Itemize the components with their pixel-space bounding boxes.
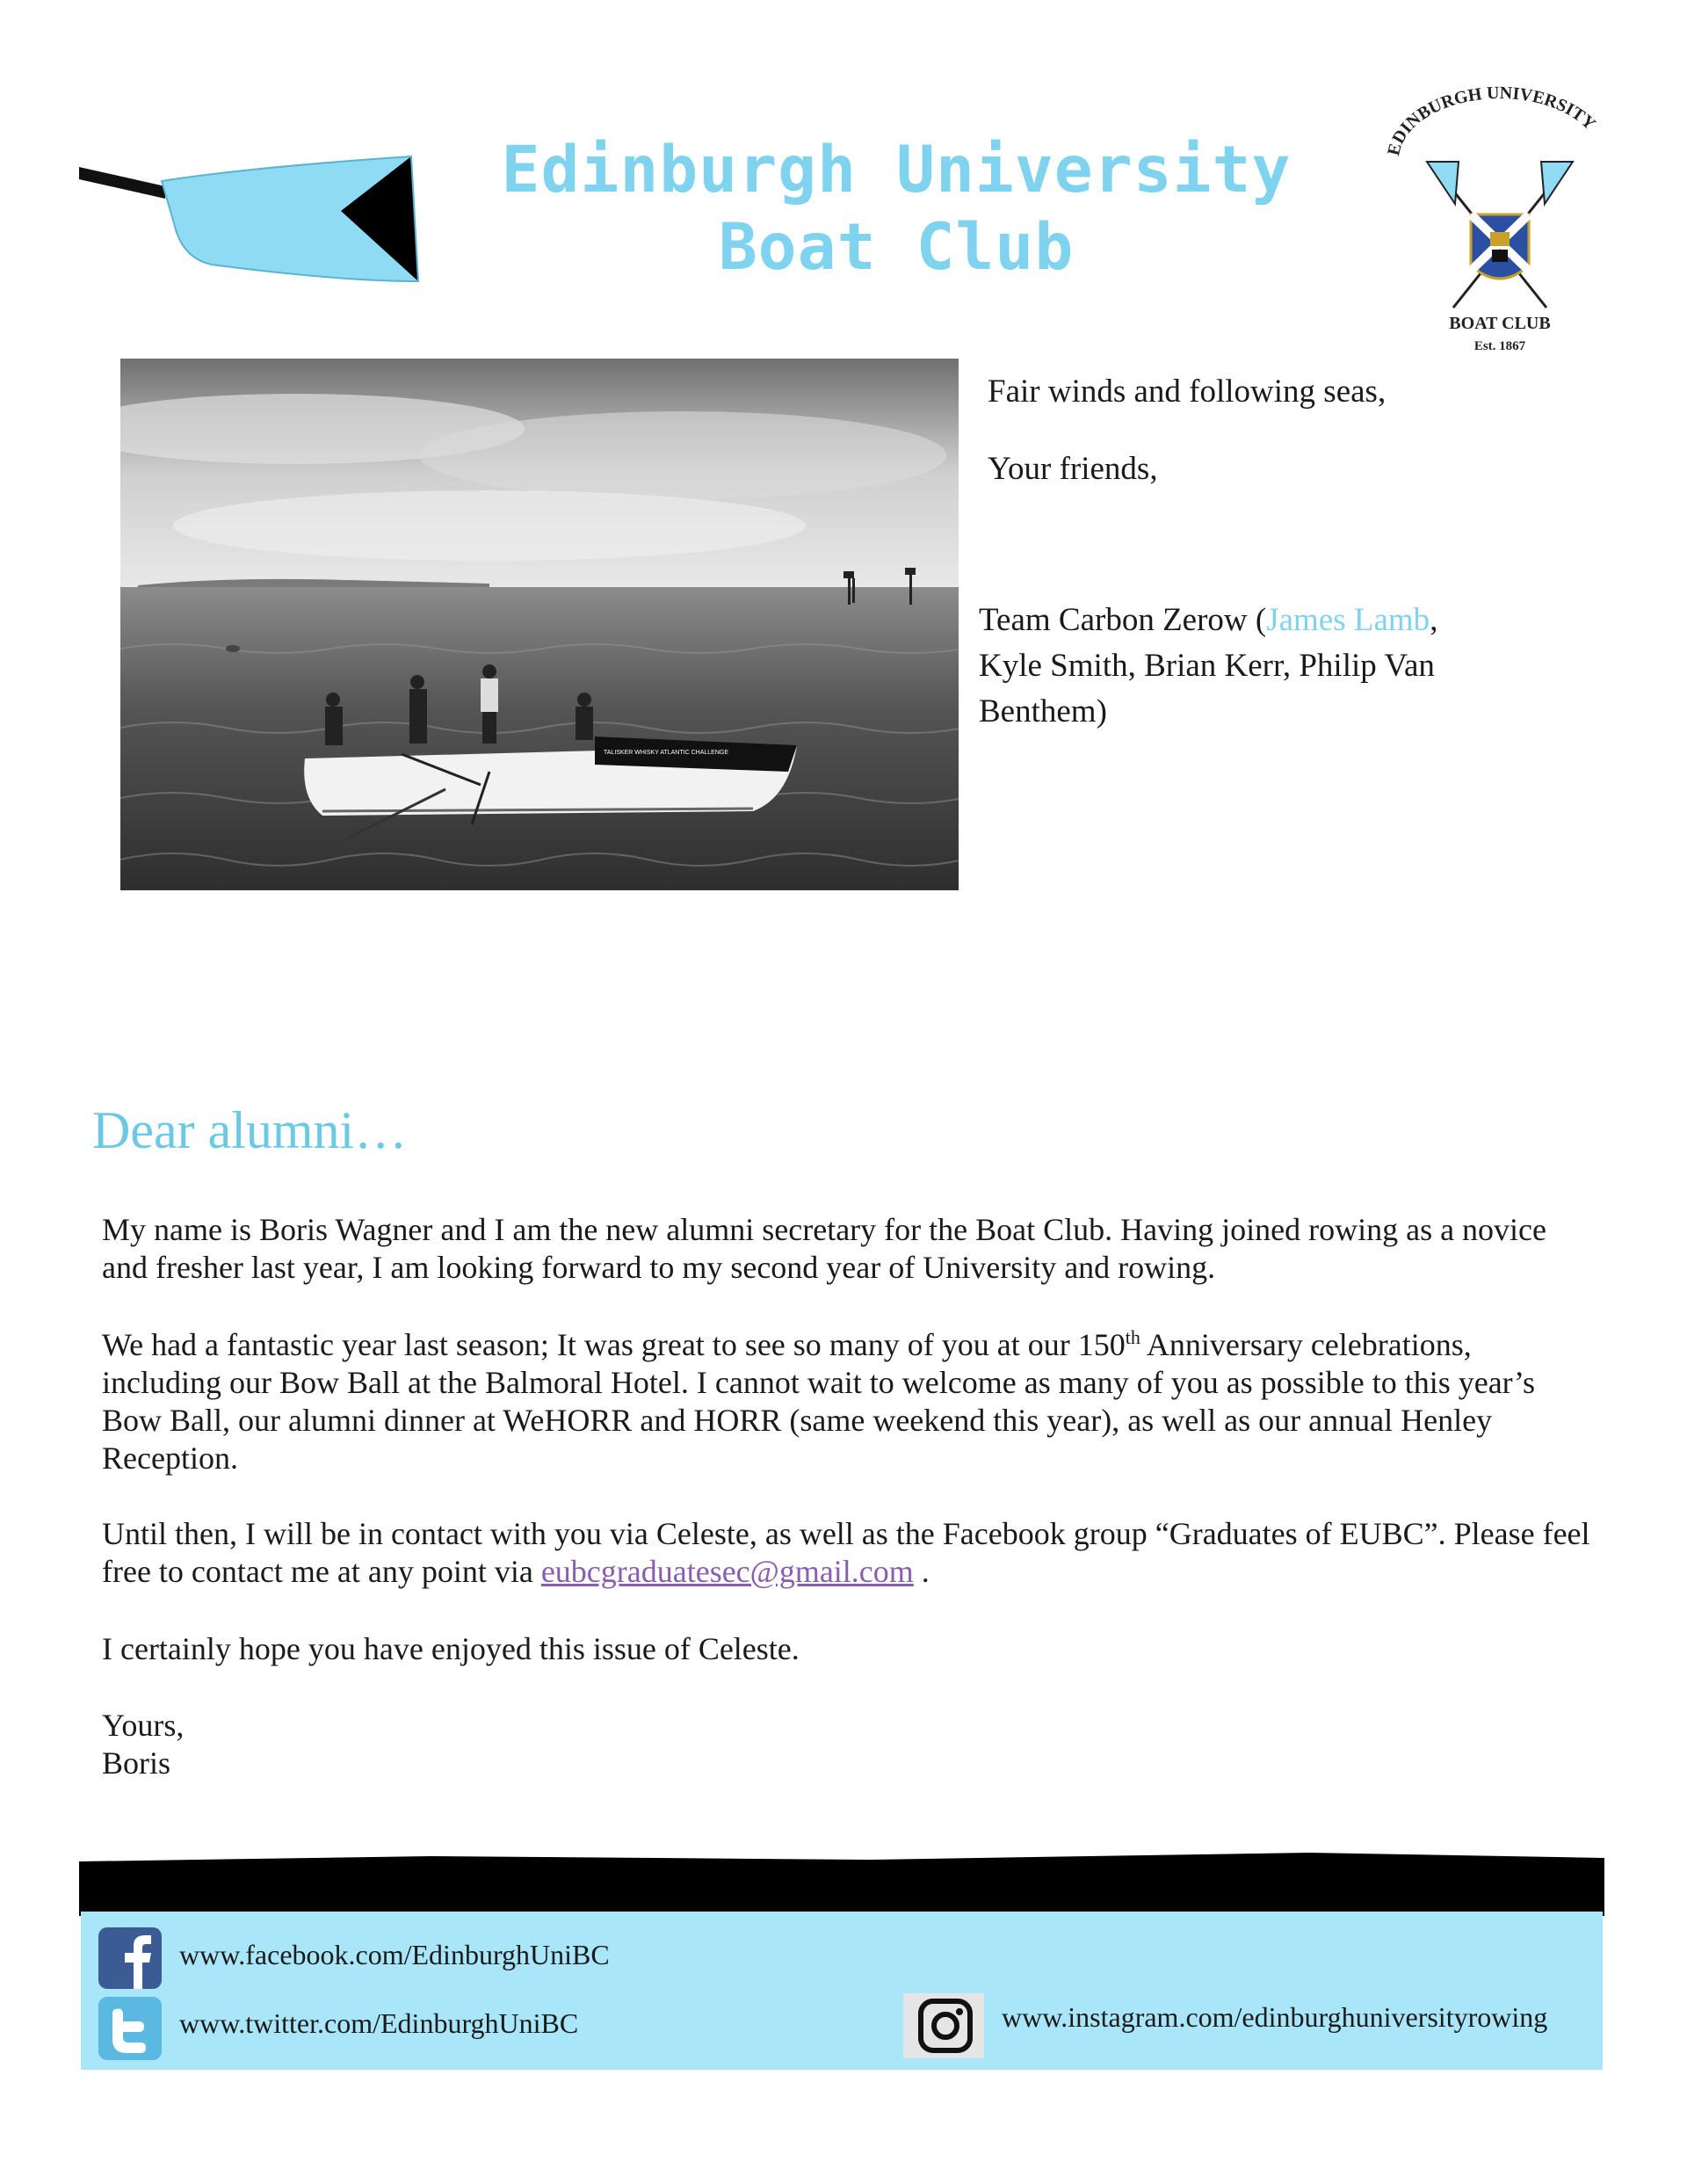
facebook-link[interactable]: www.facebook.com/EdinburghUniBC [179,1939,610,1970]
signature-yours: Yours, [102,1708,185,1743]
email-link[interactable]: eubcgraduatesec@gmail.com [540,1554,914,1589]
p3-text-b: . [913,1554,930,1589]
letter-signature [102,1707,1596,1782]
signoff-closing: Fair winds and following seas, [988,374,1387,410]
letter-paragraph-intro: My name is Boris Wagner and I am the new alumni secretary for the Boat Club. Having joined rowing as a novice and fresher last year, I am looking forward to my second year of University and rowing. [102,1212,1547,1285]
signoff-team [979,598,1506,735]
footer-band [81,1912,1603,2070]
facebook-icon[interactable] [98,1927,162,1989]
instagram-icon[interactable] [903,1993,984,2058]
team-prefix: Team Carbon Zerow ( [979,602,1267,638]
svg-text:BOAT CLUB: BOAT CLUB [1449,314,1551,333]
oar-blade-graphic [77,149,420,290]
team-highlight-name: James Lamb [1266,602,1430,638]
p2-text-b: Anniversary celebrations, including our Bow Ball at the Balmoral Hotel. I cannot wait to welcome as many of you as possible to this year’s Bow Ball, our alumni dinner at WeHORR and HORR (same weekend this year), as well as our annual Henley Reception. [102,1327,1536,1476]
letter-paragraph-closing: I certainly hope you have enjoyed this issue of Celeste. [102,1631,800,1666]
club-title [492,132,1300,287]
instagram-link[interactable]: www.instagram.com/edinburghuniversityrowing [1002,2001,1548,2033]
svg-text:EDINBURGH UNIVERSITY [1384,83,1599,157]
p2-superscript: th [1125,1326,1140,1348]
letter-paragraph-contact [102,1515,1596,1591]
club-crest-logo [1381,81,1618,362]
team-rest: , Kyle Smith, Brian Kerr, Philip Van Benthem) [979,602,1438,729]
p3-text-a: Until then, I will be in contact with you via Celeste, as well as the Facebook group “Graduates of EUBC”. Please feel free to contact me at any point via [102,1516,1590,1589]
club-title-line1: Edinburgh University [501,133,1292,207]
signoff-friends: Your friends, [988,451,1158,487]
rowing-boat-photo [120,359,959,890]
club-title-line2: Boat Club [718,210,1075,285]
twitter-icon[interactable] [98,1997,162,2060]
letter-heading: Dear alumni… [92,1101,408,1159]
footer-black-stripe [79,1849,1604,1916]
crest-arc-text: EDINBURGH UNIVERSITY [1384,83,1600,158]
svg-text:Est. 1867: Est. 1867 [1473,339,1526,353]
letter-paragraph-season [102,1326,1596,1477]
boat-hull-text: TALISKER WHISKY ATLANTIC CHALLENGE [604,750,728,756]
twitter-link[interactable]: www.twitter.com/EdinburghUniBC [179,2007,579,2039]
signature-name: Boris [102,1745,171,1781]
p2-text-a: We had a fantastic year last season; It was great to see so many of you at our 150 [102,1327,1126,1362]
